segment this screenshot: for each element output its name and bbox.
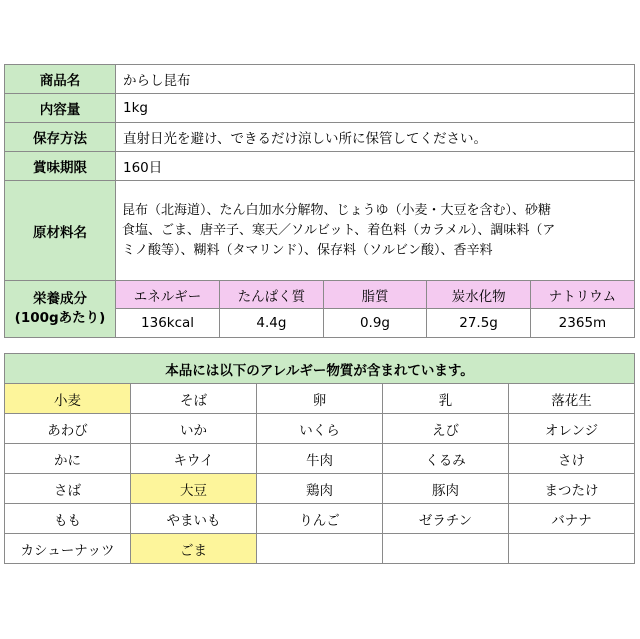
- storage-label: 保存方法: [5, 123, 116, 152]
- allergen-cell-empty: [509, 534, 635, 564]
- nutrition-facts: [116, 281, 635, 338]
- ingredients-value: [116, 181, 635, 281]
- nutrient-value-sodium: 2365m: [530, 309, 634, 338]
- expiry-label: 賞味期限: [5, 152, 116, 181]
- nutrient-name-sodium: ナトリウム: [530, 281, 634, 309]
- allergen-cell-empty: [257, 534, 383, 564]
- nutrition-label: [5, 281, 116, 338]
- allergen-cell: 牛肉: [257, 444, 383, 474]
- content-value: 1kg: [116, 94, 635, 123]
- allergen-cell: もも: [5, 504, 131, 534]
- allergen-cell: りんご: [257, 504, 383, 534]
- ingredients-label: 原材料名: [5, 181, 116, 281]
- product-name-label: 商品名: [5, 65, 116, 94]
- ingredients-line: 食塩、ごま、唐辛子、寒天／ソルビット、着色料（カラメル）、調味料（ア: [122, 222, 556, 238]
- allergen-cell: カシューナッツ: [5, 534, 131, 564]
- allergen-cell: いか: [131, 414, 257, 444]
- allergen-cell: まつたけ: [509, 474, 635, 504]
- allergen-cell: えび: [383, 414, 509, 444]
- product-info-table: [4, 64, 635, 338]
- nutrient-name-energy: エネルギー: [116, 281, 220, 309]
- allergen-cell: 落花生: [509, 384, 635, 414]
- storage-value: 直射日光を避け、できるだけ涼しい所に保管してください。: [116, 123, 635, 152]
- nutrient-value-protein: 4.4g: [220, 309, 324, 338]
- allergen-cell: あわび: [5, 414, 131, 444]
- allergen-cell: 小麦: [5, 384, 131, 414]
- nutrient-name-protein: たんぱく質: [220, 281, 324, 309]
- product-name-value: からし昆布: [116, 65, 635, 94]
- allergen-table: [4, 353, 635, 564]
- nutrient-value-carbs: 27.5g: [427, 309, 531, 338]
- allergen-cell: 豚肉: [383, 474, 509, 504]
- allergen-cell: バナナ: [509, 504, 635, 534]
- allergen-cell: ごま: [131, 534, 257, 564]
- allergen-cell: いくら: [257, 414, 383, 444]
- allergen-cell-empty: [383, 534, 509, 564]
- nutrition-table: [116, 281, 634, 337]
- ingredients-line: ミノ酸等）、糊料（タマリンド）、保存料（ソルビン酸）、香辛料: [122, 242, 493, 258]
- allergen-cell: やまいも: [131, 504, 257, 534]
- allergen-cell: さば: [5, 474, 131, 504]
- allergen-cell: 鶏肉: [257, 474, 383, 504]
- allergen-cell: かに: [5, 444, 131, 474]
- allergen-cell: 乳: [383, 384, 509, 414]
- nutrition-label-line2: (100gあたり): [14, 310, 106, 326]
- content-label: 内容量: [5, 94, 116, 123]
- allergen-cell: キウイ: [131, 444, 257, 474]
- ingredients-line: 昆布（北海道）、たん白加水分解物、じょうゆ（小麦・大豆を含む）、砂糖: [122, 202, 552, 218]
- allergen-cell: くるみ: [383, 444, 509, 474]
- allergen-cell: ゼラチン: [383, 504, 509, 534]
- allergen-cell: さけ: [509, 444, 635, 474]
- allergen-cell: 卵: [257, 384, 383, 414]
- expiry-value: 160日: [116, 152, 635, 181]
- nutrition-label-line1: 栄養成分: [33, 291, 87, 307]
- allergen-title: 本品には以下のアレルギー物質が含まれています。: [5, 354, 635, 384]
- allergen-cell: 大豆: [131, 474, 257, 504]
- allergen-cell: そば: [131, 384, 257, 414]
- nutrient-name-fat: 脂質: [323, 281, 427, 309]
- allergen-cell: オレンジ: [509, 414, 635, 444]
- nutrient-value-fat: 0.9g: [323, 309, 427, 338]
- nutrient-value-energy: 136kcal: [141, 315, 195, 331]
- nutrient-name-carbs: 炭水化物: [427, 281, 531, 309]
